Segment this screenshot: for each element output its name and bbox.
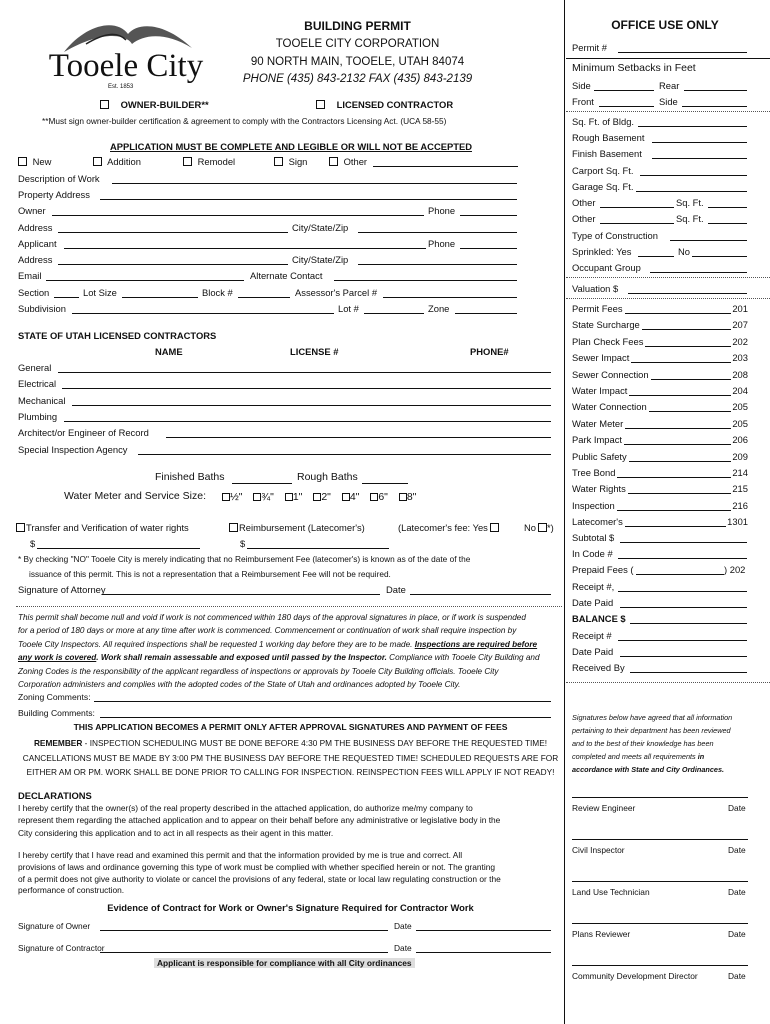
owner-builder-option[interactable]: OWNER-BUILDER** (100, 99, 209, 110)
fee-code: 201 (732, 303, 748, 314)
latecomer-yes-checkbox[interactable] (490, 523, 499, 532)
receipt2-label: Receipt # (572, 630, 612, 641)
fee-label: Permit Fees (572, 303, 623, 314)
declaration-2: I hereby certify that I have read and examined this permit and that the information provided by me is true and correct. All provisions of laws and ordinance governing this type of work must be complied with whether specified herein or not. The granting of a permit does not give authority to violate or cancel the provisions of any federal, state or local law regulating construction or the performance of construction. (18, 850, 501, 896)
approval-date-label: Date (728, 803, 746, 813)
contractor-electrical: Electrical (18, 378, 57, 389)
contractor-architect: Architect/or Engineer of Record (18, 427, 149, 438)
applicant-city-field[interactable] (358, 264, 517, 265)
meter-4-checkbox[interactable] (342, 493, 350, 501)
fee-code: 202 (732, 335, 748, 347)
licensed-contractor-checkbox[interactable] (316, 100, 325, 109)
property-label: Property Address (18, 189, 90, 200)
attorney-date-field[interactable] (410, 594, 551, 595)
fee-row[interactable] (572, 401, 748, 417)
notice-paragraph: This permit shall become null and void if work is not commenced within 180 days of the approval signatures in place, or if work is suspended for a period of 180 days or more at any time after work is commenced. Commencement or continuation of work shall require inspection by Tooele City Inspectors. All required inspections shall be requested 1 working day before they are to be made. Inspections are required before any work is covered. Work shall remain assessable and exposed until passed by the Inspector. Compliance with Tooele City Building and Zoning Codes is the responsibility of the applicant regardless of inspections or approvals by Tooele City Building officials. Tooele City Corporation administers and complies with the adopted codes of the State of Utah and ordinances adopted by Tooele City. (18, 613, 540, 690)
finish-basement-field[interactable] (652, 158, 747, 159)
meter-sizes (222, 491, 472, 504)
fee-code: 209 (732, 450, 748, 462)
reimb-amount-field[interactable] (247, 548, 389, 549)
contractor-signature-field[interactable] (100, 952, 388, 953)
approval-signer-label: Review Engineer (572, 803, 636, 813)
applicant-address-field[interactable] (58, 264, 288, 265)
office-divider-3 (566, 277, 770, 278)
applicant-address-label: Address (18, 254, 53, 265)
approval-date-label: Date (728, 929, 746, 939)
col-license: LICENSE # (290, 346, 339, 357)
contractor-signature-label: Signature of Contractor (18, 943, 105, 953)
contractor-general: General (18, 362, 52, 373)
city-logo (46, 14, 206, 94)
side2-field[interactable] (682, 106, 747, 107)
balance-field[interactable] (630, 623, 747, 624)
office-divider-5 (566, 682, 770, 683)
alt-contact-label: Alternate Contact (250, 270, 323, 281)
contractor-special: Special Inspection Agency (18, 444, 128, 455)
approval-signature-field[interactable] (572, 965, 748, 966)
rough-baths-field[interactable] (362, 483, 408, 484)
column-divider (564, 0, 565, 1024)
general-field[interactable] (58, 372, 551, 373)
approval-signature-field[interactable] (572, 797, 748, 798)
corp-name: TOOELE CITY CORPORATION (275, 38, 440, 50)
occupant-field[interactable] (650, 272, 747, 273)
rough-baths-label: Rough Baths (297, 471, 358, 483)
special-inspection-field[interactable] (138, 454, 551, 455)
fee-label: Plan Check Fees (572, 335, 644, 347)
fee-label: Sewer Connection (572, 368, 649, 380)
licensed-contractor-option[interactable]: LICENSED CONTRACTOR (316, 99, 453, 110)
section-label: Section (18, 287, 50, 298)
meter-size-2[interactable]: 2" (313, 491, 331, 503)
occupant-label: Occupant Group (572, 262, 641, 273)
prepaid-code: ) 202 (724, 564, 746, 575)
other1-sqft-field[interactable] (708, 207, 747, 208)
contractor-sig-date-label: Date (394, 943, 412, 953)
type-sign[interactable]: Sign (274, 156, 307, 167)
owner-phone-field[interactable] (460, 215, 517, 216)
corp-address: 90 NORTH MAIN, TOOELE, UTAH 84074 (250, 56, 465, 68)
sqft-bldg-label: Sq. Ft. of Bldg. (572, 116, 635, 127)
permit-number-label: Permit # (572, 42, 607, 53)
remember-line-3: EITHER AM OR PM. WORK SHALL BE DONE PRIOR TO CALLING FOR INSPECTION. REINSPECTION FEES WILL APPLY IF NOT READY! (26, 767, 555, 777)
prepaid-label: Prepaid Fees ( (572, 564, 634, 575)
sprinkled-label: Sprinkled: Yes (572, 246, 632, 257)
setbacks-heading: Minimum Setbacks in Feet (572, 62, 696, 74)
work-type-row (18, 156, 518, 169)
front-label: Front (572, 96, 594, 107)
transfer-checkbox[interactable] (16, 523, 25, 532)
fee-code: 215 (732, 483, 748, 495)
garage-field[interactable] (636, 191, 747, 192)
owner-label: Owner (18, 205, 46, 216)
construction-type-field[interactable] (670, 240, 747, 241)
subdivision-field[interactable] (72, 313, 334, 314)
fee-code: 207 (732, 319, 748, 331)
transfer-dollar: $ (30, 538, 36, 549)
owner-field[interactable] (52, 215, 424, 216)
type-other[interactable]: Other (329, 156, 367, 167)
fee-row[interactable] (572, 467, 748, 483)
approval-date-label: Date (728, 845, 746, 855)
meter-size-8[interactable]: 8" (399, 491, 417, 503)
other2-field[interactable] (600, 223, 674, 224)
date-paid2-field[interactable] (620, 656, 747, 657)
fee-row[interactable] (572, 385, 748, 401)
sqft-bldg-field[interactable] (638, 126, 747, 127)
attorney-signature-field[interactable] (102, 594, 380, 595)
fee-row[interactable] (572, 434, 748, 450)
approval-signer-label: Plans Reviewer (572, 929, 631, 939)
latecomer-note-1: * By checking "NO" Tooele City is merely indicating that no Reimbursement Fee (latecomer's) is known as of the date of the (18, 554, 471, 564)
new-checkbox[interactable] (18, 157, 27, 166)
subtotal-label: Subtotal $ (572, 532, 615, 543)
applicant-label: Applicant (18, 238, 57, 249)
parcel-field[interactable] (383, 297, 517, 298)
block-label: Block # (202, 287, 233, 298)
in-code-field[interactable] (618, 558, 747, 559)
fee-label: Park Impact (572, 434, 623, 446)
architect-field[interactable] (166, 437, 551, 438)
received-by-label: Received By (572, 662, 625, 673)
applicant-field[interactable] (64, 248, 426, 249)
fee-label: Public Safety (572, 450, 627, 462)
other2-label: Other (572, 213, 596, 224)
date-paid-field[interactable] (620, 607, 747, 608)
section-divider-1 (16, 606, 562, 607)
fee-label: Water Meter (572, 417, 624, 429)
fee-row[interactable] (572, 352, 748, 368)
lot-field[interactable] (364, 313, 424, 314)
reimb-dollar: $ (240, 538, 246, 549)
fee-code: 1301 (727, 516, 748, 528)
other1-field[interactable] (600, 207, 674, 208)
date-paid2-label: Date Paid (572, 646, 614, 657)
side-label: Side (572, 80, 591, 91)
form-title: BUILDING PERMIT (304, 19, 411, 33)
fee-label: Inspection (572, 499, 615, 511)
sprinkled-yes-field[interactable] (638, 256, 674, 257)
fee-row[interactable] (572, 451, 748, 467)
approval-signer-label: Land Use Technician (572, 887, 650, 897)
owner-signature-field[interactable] (100, 930, 388, 931)
fee-row[interactable] (572, 516, 748, 532)
finished-baths-label: Finished Baths (155, 471, 225, 483)
side2-label: Side (659, 96, 678, 107)
addition-checkbox[interactable] (93, 157, 102, 166)
approval-signature-field[interactable] (572, 923, 748, 924)
fee-label: State Surcharge (572, 319, 640, 331)
plumbing-field[interactable] (64, 421, 551, 422)
side-field[interactable] (594, 90, 654, 91)
applicant-phone-label: Phone (428, 238, 456, 249)
permit-number-field[interactable] (618, 52, 747, 53)
owner-sig-date-label: Date (394, 921, 412, 931)
sprinkled-no-label: No (678, 246, 690, 257)
description-label: Description of Work (18, 173, 100, 184)
office-divider-2 (566, 111, 770, 112)
fee-label: Water Impact (572, 385, 628, 396)
lot-size-label: Lot Size (83, 287, 117, 298)
received-by-field[interactable] (630, 672, 747, 673)
applicant-city-label: City/State/Zip (292, 254, 349, 265)
valuation-label: Valuation $ (572, 283, 619, 294)
rough-basement-field[interactable] (652, 142, 747, 143)
transfer-option[interactable]: Transfer and Verification of water rights (16, 522, 189, 533)
contractor-mechanical: Mechanical (18, 395, 66, 406)
fee-code: 205 (732, 401, 748, 413)
fee-label: Water Rights (572, 483, 626, 495)
contractor-plumbing: Plumbing (18, 411, 58, 422)
application-heading: APPLICATION MUST BE COMPLETE AND LEGIBLE OR WILL NOT BE ACCEPTED (110, 141, 472, 152)
reimbursement-checkbox[interactable] (229, 523, 238, 532)
in-code-label: In Code # (572, 548, 613, 559)
lot-size-field[interactable] (122, 297, 198, 298)
rear-field[interactable] (684, 90, 747, 91)
rear-label: Rear (659, 80, 680, 91)
type-new[interactable]: New (18, 156, 51, 167)
approval-signature-field[interactable] (572, 839, 748, 840)
fee-row[interactable] (572, 369, 748, 385)
receipt-label: Receipt #, (572, 581, 615, 592)
owner-signature-label: Signature of Owner (18, 921, 91, 931)
fee-row[interactable] (572, 336, 748, 352)
subtotal-field[interactable] (620, 542, 747, 543)
zone-field[interactable] (455, 313, 517, 314)
fee-code: 208 (732, 368, 748, 380)
email-field[interactable] (46, 280, 244, 281)
other2-sqft-label: Sq. Ft. (676, 213, 704, 224)
receipt-field[interactable] (618, 591, 747, 592)
declaration-1: I hereby certify that the owner(s) of the real property described in the attached application, do authorize me/my company to represent them regarding the attached application and to appear on their behalf before any administrative or legislative body in the City considering this application and to act in all respects as their agent in this matter. (18, 803, 501, 838)
latecomer-yes[interactable]: (Latecomer's fee: Yes (398, 522, 502, 533)
zoning-comments-label: Zoning Comments: (18, 692, 91, 702)
meter-half-checkbox[interactable] (222, 493, 230, 501)
remember-line-1: REMEMBER - INSPECTION SCHEDULING MUST BE DONE BEFORE 4:30 PM THE BUSINESS DAY BEFORE THE REQUESTED TIME! (33, 738, 548, 748)
fee-label: Water Connection (572, 401, 647, 413)
approval-date-label: Date (728, 887, 746, 897)
latecomer-no-checkbox[interactable] (538, 523, 547, 532)
fee-code: 216 (732, 499, 748, 511)
zone-label: Zone (428, 303, 450, 314)
other2-sqft-field[interactable] (708, 223, 747, 224)
meter-size-1[interactable]: 1" (285, 491, 303, 503)
type-addition[interactable]: Addition (93, 156, 141, 167)
meter-size-three-quarter[interactable]: ¾" (253, 491, 273, 503)
owner-address-label: Address (18, 222, 53, 233)
latecomer-no[interactable]: No *) (524, 522, 554, 533)
transfer-amount-field[interactable] (37, 548, 200, 549)
carport-label: Carport Sq. Ft. (572, 165, 634, 176)
approval-signer-label: Community Development Director (572, 971, 698, 981)
electrical-field[interactable] (62, 388, 551, 389)
fee-code: 204 (732, 385, 748, 396)
owner-city-field[interactable] (358, 232, 517, 233)
description-field[interactable] (112, 183, 517, 184)
rough-basement-label: Rough Basement (572, 132, 645, 143)
sign-checkbox[interactable] (274, 157, 283, 166)
remodel-checkbox[interactable] (183, 157, 192, 166)
fee-row[interactable] (572, 500, 748, 516)
meter-1-checkbox[interactable] (285, 493, 293, 501)
fee-code: 206 (732, 434, 748, 446)
reimbursement-option[interactable]: Reimbursement (Latecomer's) (229, 522, 365, 533)
logo-est: Est. 1853 (108, 84, 134, 90)
remember-line-2: CANCELLATIONS MUST BE MADE BY 3:00 PM THE BUSINESS DAY BEFORE THE REQUESTED TIME! SCHEDULED REQUESTS ARE FOR (22, 753, 559, 763)
fee-code: 214 (732, 467, 748, 478)
owner-phone-label: Phone (428, 205, 456, 216)
office-use-title: OFFICE USE ONLY (611, 18, 719, 32)
fee-code: 205 (732, 417, 748, 429)
property-address-field[interactable] (100, 199, 517, 200)
attorney-label: Signature of Attorney (18, 584, 106, 595)
other1-sqft-label: Sq. Ft. (676, 197, 704, 208)
alt-contact-field[interactable] (334, 280, 517, 281)
date-paid-label: Date Paid (572, 597, 614, 608)
finished-baths-field[interactable] (232, 483, 292, 484)
balance-label: BALANCE $ (572, 613, 626, 624)
block-field[interactable] (238, 297, 290, 298)
applicant-phone-field[interactable] (460, 248, 517, 249)
becomes-permit-notice: THIS APPLICATION BECOMES A PERMIT ONLY AFTER APPROVAL SIGNATURES AND PAYMENT OF FEES (73, 722, 508, 732)
owner-sig-date-field[interactable] (416, 930, 551, 931)
col-phone: PHONE# (470, 346, 509, 357)
type-remodel[interactable]: Remodel (183, 156, 235, 167)
other-checkbox[interactable] (329, 157, 338, 166)
approval-date-label: Date (728, 971, 746, 981)
other1-label: Other (572, 197, 596, 208)
owner-address-field[interactable] (58, 232, 288, 233)
receipt2-field[interactable] (618, 640, 747, 641)
carport-field[interactable] (640, 175, 747, 176)
owner-city-label: City/State/Zip (292, 222, 349, 233)
prepaid-field[interactable] (636, 574, 724, 575)
contractors-heading: STATE OF UTAH LICENSED CONTRACTORS (18, 330, 217, 341)
owner-builder-checkbox[interactable] (100, 100, 109, 109)
meter-8-checkbox[interactable] (399, 493, 407, 501)
section-field[interactable] (54, 297, 79, 298)
latecomer-note-2: issuance of this permit. This is not a representation that a Reimbursement Fee will not be required. (29, 569, 391, 579)
evidence-heading: Evidence of Contract for Work or Owner's Signature Required for Contractor Work (107, 902, 474, 913)
declarations-heading: DECLARATIONS (18, 790, 92, 801)
fee-label: Sewer Impact (572, 352, 630, 364)
attorney-date-label: Date (386, 584, 406, 595)
building-comments-label: Building Comments: (18, 708, 95, 718)
email-label: Email (18, 270, 42, 281)
meter-size-4[interactable]: 4" (342, 491, 360, 503)
valuation-field[interactable] (628, 293, 747, 294)
logo-name: Tooele City (48, 48, 204, 84)
col-name: NAME (155, 346, 183, 357)
sprinkled-no-field[interactable] (692, 256, 747, 257)
fee-row[interactable] (572, 303, 748, 319)
meter-label: Water Meter and Service Size: (64, 490, 206, 502)
finish-basement-label: Finish Basement (572, 148, 642, 159)
office-divider-4 (566, 298, 770, 299)
meter-size-6[interactable]: 6" (370, 491, 388, 503)
contractor-sig-date-field[interactable] (416, 952, 551, 953)
subdivision-label: Subdivision (18, 303, 66, 314)
corp-phone: PHONE (435) 843-2132 FAX (435) 843-2139 (242, 73, 473, 85)
zoning-comments-field[interactable] (94, 701, 551, 702)
footer-notice: Applicant is responsible for compliance with all City ordinances (154, 958, 415, 968)
meter-size-half[interactable]: ½" (222, 491, 242, 503)
fee-label: Latecomer's (572, 516, 623, 528)
garage-label: Garage Sq. Ft. (572, 181, 634, 192)
office-divider-1 (566, 58, 770, 59)
mechanical-field[interactable] (72, 405, 551, 406)
fee-row[interactable] (572, 418, 748, 434)
owner-builder-note: **Must sign owner-builder certification & agreement to comply with the Contractors Licensing Act. (UCA 58-55) (42, 116, 447, 126)
parcel-label: Assessor's Parcel # (295, 287, 378, 298)
construction-type-label: Type of Construction (572, 230, 658, 241)
fee-row[interactable] (572, 319, 748, 335)
lot-label: Lot # (338, 303, 359, 314)
approval-signature-field[interactable] (572, 881, 748, 882)
building-comments-field[interactable] (100, 717, 551, 718)
other-type-field[interactable] (373, 166, 518, 167)
front-field[interactable] (599, 106, 654, 107)
signature-note: Signatures below have agreed that all information pertaining to their department has been reviewed and to the best of their knowledge has been completed and meets all requirements in accordance with State and City Ordinances. (572, 713, 733, 774)
fee-row[interactable] (572, 483, 748, 499)
fee-code: 203 (732, 352, 748, 364)
fee-label: Tree Bond (572, 467, 616, 478)
approval-signer-label: Civil Inspector (572, 845, 625, 855)
